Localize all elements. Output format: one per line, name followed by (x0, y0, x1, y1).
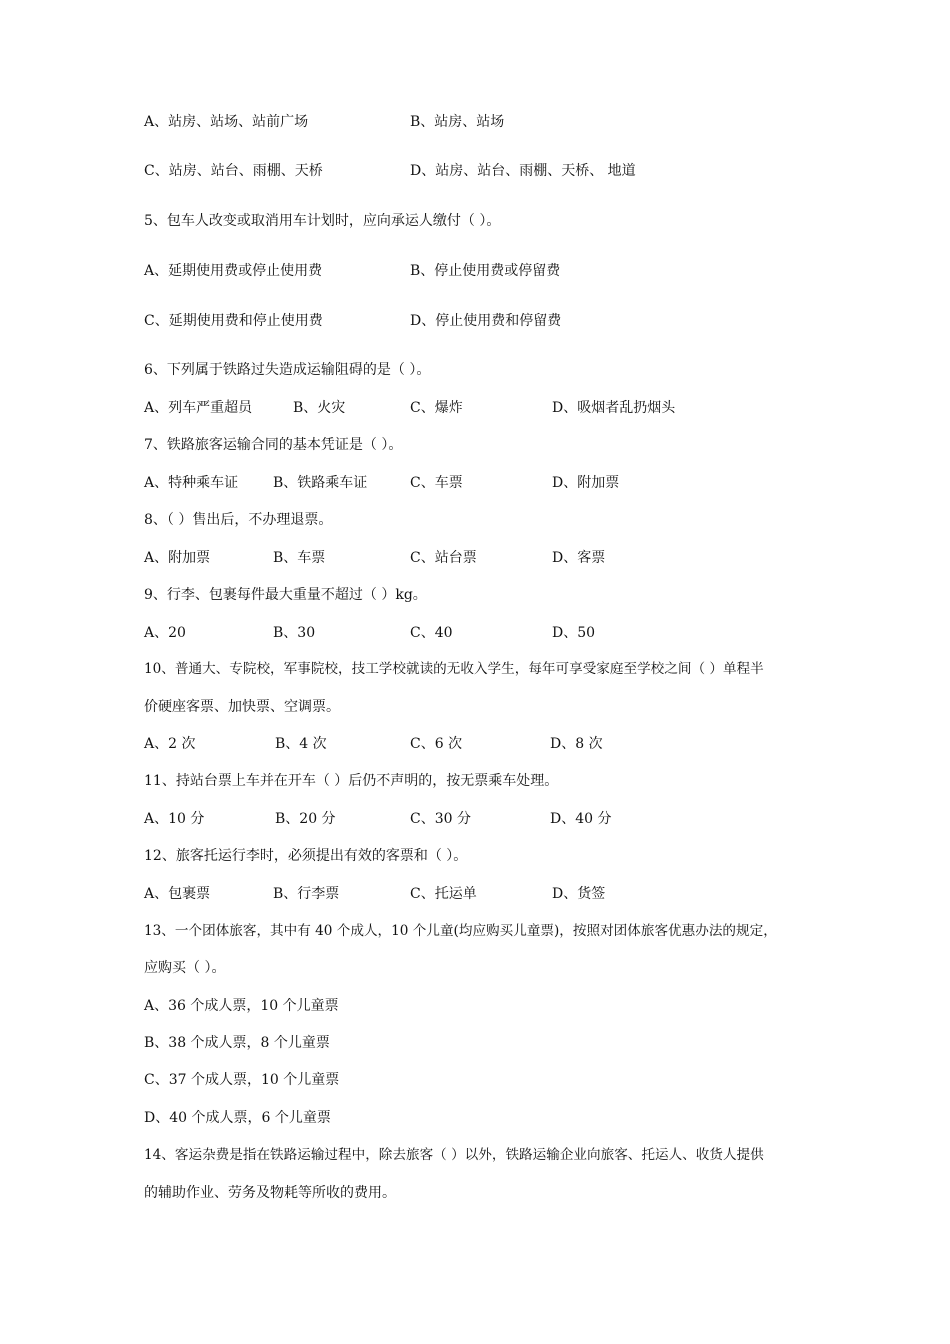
q14-stem-line1: 14、客运杂费是指在铁路运输过程中，除去旅客（ ）以外，铁路运输企业向旅客、托运人、收货人提供 (144, 1147, 764, 1163)
q6-option-c: C、爆炸 (410, 400, 463, 416)
q9-option-d: D、50 (552, 625, 596, 641)
q7-option-a: A、特种乘车证 (144, 475, 239, 491)
q8-option-c: C、站台票 (410, 550, 477, 566)
q4-option-a: A、站房、站场、站前广场 (144, 114, 309, 130)
q13-stem-line1: 13、一个团体旅客，其中有 40 个成人，10 个儿童(均应购买儿童票)，按照对团体旅客优惠办法的规定， (144, 923, 777, 939)
q6-option-d: D、吸烟者乱扔烟头 (552, 400, 676, 416)
q9-option-c: C、40 (410, 625, 453, 641)
q7-option-b: B、铁路乘车证 (273, 475, 368, 491)
q12-option-b: B、行李票 (273, 886, 340, 902)
q8-stem: 8、（ ）售出后，不办理退票。 (144, 512, 333, 528)
q13-option-a: A、36 个成人票，10 个儿童票 (144, 998, 339, 1014)
q9-option-b: B、30 (273, 625, 316, 641)
q11-option-c: C、30 分 (410, 811, 471, 827)
q13-stem-line2: 应购买（ ）。 (144, 960, 226, 976)
q9-stem: 9、行李、包裹每件最大重量不超过（ ）kg。 (144, 587, 427, 603)
q14-stem-line2: 的辅助作业、劳务及物耗等所收的费用。 (144, 1185, 396, 1201)
q4-option-b: B、站房、站场 (410, 114, 505, 130)
q12-option-c: C、托运单 (410, 886, 477, 902)
q5-option-b: B、停止使用费或停留费 (410, 263, 561, 279)
q6-stem: 6、下列属于铁路过失造成运输阻碍的是（ ）。 (144, 362, 431, 378)
q7-option-c: C、车票 (410, 475, 463, 491)
q10-option-b: B、4 次 (275, 736, 327, 752)
q8-option-d: D、客票 (552, 550, 606, 566)
q10-stem-line1: 10、普通大、专院校，军事院校，技工学校就读的无收入学生，每年可享受家庭至学校之间（ ）单程半 (144, 661, 764, 677)
q6-option-b: B、火灾 (293, 400, 346, 416)
q8-option-a: A、附加票 (144, 550, 211, 566)
q10-option-d: D、8 次 (550, 736, 603, 752)
q9-option-a: A、20 (144, 625, 186, 641)
q10-stem-line2: 价硬座客票、加快票、空调票。 (144, 699, 340, 715)
q4-option-d: D、站房、站台、雨棚、天桥、 地道 (410, 163, 636, 179)
q11-option-b: B、20 分 (275, 811, 336, 827)
q13-option-d: D、40 个成人票，6 个儿童票 (144, 1110, 331, 1126)
q5-option-d: D、停止使用费和停留费 (410, 313, 562, 329)
q8-option-b: B、车票 (273, 550, 326, 566)
q12-option-d: D、货签 (552, 886, 606, 902)
q12-stem: 12、旅客托运行李时，必须提出有效的客票和（ ）。 (144, 848, 468, 864)
q5-option-c: C、延期使用费和停止使用费 (144, 313, 323, 329)
q5-stem: 5、包车人改变或取消用车计划时，应向承运人缴付（ ）。 (144, 213, 501, 229)
q11-stem: 11、持站台票上车并在开车（ ）后仍不声明的，按无票乘车处理。 (144, 773, 559, 789)
q11-option-a: A、10 分 (144, 811, 205, 827)
q13-option-b: B、38 个成人票，8 个儿童票 (144, 1035, 330, 1051)
q7-option-d: D、附加票 (552, 475, 620, 491)
q12-option-a: A、包裹票 (144, 886, 211, 902)
q10-option-a: A、2 次 (144, 736, 196, 752)
q4-option-c: C、站房、站台、雨棚、天桥 (144, 163, 323, 179)
q7-stem: 7、铁路旅客运输合同的基本凭证是（ ）。 (144, 437, 403, 453)
q11-option-d: D、40 分 (550, 811, 612, 827)
q6-option-a: A、列车严重超员 (144, 400, 253, 416)
q13-option-c: C、37 个成人票，10 个儿童票 (144, 1072, 340, 1088)
q10-option-c: C、6 次 (410, 736, 463, 752)
q5-option-a: A、延期使用费或停止使用费 (144, 263, 323, 279)
